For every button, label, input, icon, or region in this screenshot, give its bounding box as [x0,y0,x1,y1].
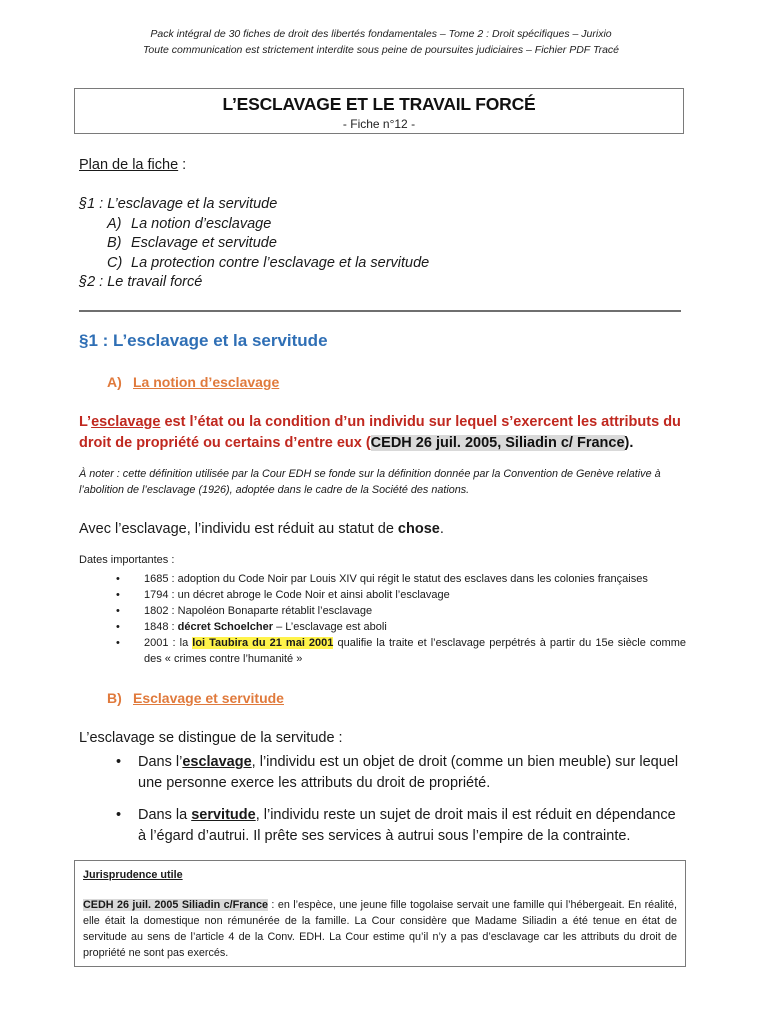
chose-paragraph [79,521,444,537]
bullet-icon: • [116,807,122,823]
distinction-intro: L’esclavage se distingue de la servitude : [79,730,343,746]
jurisprudence-title: Jurisprudence utile [83,869,183,881]
plan-outline [79,195,429,293]
plan-item-text: Esclavage et servitude [131,235,277,251]
list-item [116,571,686,587]
case-reference: CEDH 26 juil. 2005 Siliadin c/France [83,899,269,911]
bullet-icon: • [116,754,122,770]
highlighted-law: loi Taubira du 21 mai 2001 [192,637,334,649]
divider [79,310,681,312]
date-text: 1802 : Napoléon Bonaparte rétablit l’esclavage [144,605,373,617]
jurisprudence-text: : en l’espèce, une jeune fille togolaise servait une famille qui l’hébergeait. En réalité, elle était la domestique non rémunérée de la famille. La Cour considère que Madame Siliadin a été tenue en état de servitude au sens de l’article 4 de la Conv. EDH. La Cour estime qu’il n’y a pas d’esclavage car les attributs du droit de propriété ne sont pas exercés. [83,899,677,959]
distinction-term: esclavage [182,754,252,770]
date-post: – L’esclavage est aboli [273,621,387,633]
subsection-b-heading [107,690,284,706]
distinction-term: servitude [191,807,256,823]
subsection-title: Esclavage et servitude [133,690,284,706]
plan-item [79,254,429,274]
plan-label-text: Plan de la fiche [79,157,179,173]
date-text: 1794 : un décret abroge le Code Noir et ainsi abolit l’esclavage [144,589,450,601]
subsection-letter: B) [107,690,122,706]
list-item [116,603,686,619]
plan-item-text: La notion d’esclavage [131,215,272,232]
note-paragraph: À noter : cette définition utilisée par la Cour EDH se fonde sur la définition donnée par la Convention de Genève relative à l’abolition de l’esclavage (1926), adoptée dans le cadre de la Société des nations. [79,468,661,496]
dates-label: Dates importantes : [79,554,175,566]
jurisprudence-paragraph [83,897,677,961]
definition-paragraph [79,412,684,454]
def-pre: L’ [79,414,92,430]
date-pre: 2001 : la [144,637,193,649]
plan-item-letter: A) [107,215,122,232]
list-item [116,805,684,846]
list-item [116,752,684,793]
date-post: qualifie la traite et l’esclavage perpétrés à partir du 15e siècle comme des « crimes contre l’humanité » [144,637,686,665]
date-pre: 1848 : [144,621,178,633]
document-header-line-2: Toute communication est strictement interdite sous peine de poursuites judiciaires – Fichier PDF Tracé [142,44,620,56]
def-end: ). [624,435,634,451]
page-title: L’ESCLAVAGE ET LE TRAVAIL FORCÉ [222,94,536,114]
subsection-title: La notion d’esclavage [133,374,280,390]
distinction-pre: Dans l’ [138,754,183,770]
distinction-post: , l’individu reste un sujet de droit mais il est réduit en dépendance à l’égard d’autrui. Il prête ses services à autrui sous l’empire de la contrainte. [138,807,676,844]
dates-list [116,571,686,667]
plan-item [79,215,429,235]
avec-end: . [439,521,444,537]
page-subtitle: - Fiche n°12 - [342,117,416,131]
plan-label [79,157,186,173]
document-header-line-1: Pack intégral de 30 fiches de droit des libertés fondamentales – Tome 2 : Droit spécifiques – Jurixio [150,28,612,40]
list-item [116,587,686,603]
subsection-a-heading [107,374,279,390]
list-item [116,619,686,635]
list-item [116,635,686,667]
def-term: esclavage [91,414,161,430]
plan-item-letter: B) [107,235,122,251]
def-body: est l’état ou la condition d’un individu sur lequel s’exercent les attributs du droit de propriété ou certains d’entre eux ( [79,414,681,451]
avec-bold: chose [397,521,440,537]
plan-label-colon: : [178,157,187,173]
plan-section-2: §2 : Le travail forcé [79,274,203,290]
date-bold: décret Schoelcher [177,621,274,633]
plan-item-text: La protection contre l’esclavage et la servitude [131,254,430,271]
avec-pre: Avec l’esclavage, l’individu est réduit au statut de [79,521,398,537]
jurisprudence-box [74,860,686,967]
plan-section-1: §1 : L’esclavage et la servitude [79,196,278,212]
plan-item-letter: C) [107,254,123,271]
distinction-post: , l’individu est un objet de droit (comme un bien meuble) sur lequel une personne exerce les attributs du droit de propriété. [138,754,679,791]
date-text: 1685 : adoption du Code Noir par Louis XIV qui régit le statut des esclaves dans les colonies françaises [144,573,648,585]
distinction-pre: Dans la [138,807,192,823]
plan-item [79,234,429,254]
case-reference: CEDH 26 juil. 2005, Siliadin c/ France [370,435,625,451]
section-1-heading: §1 : L’esclavage et la servitude [79,331,328,350]
subsection-letter: A) [107,374,122,390]
title-box [74,88,684,134]
